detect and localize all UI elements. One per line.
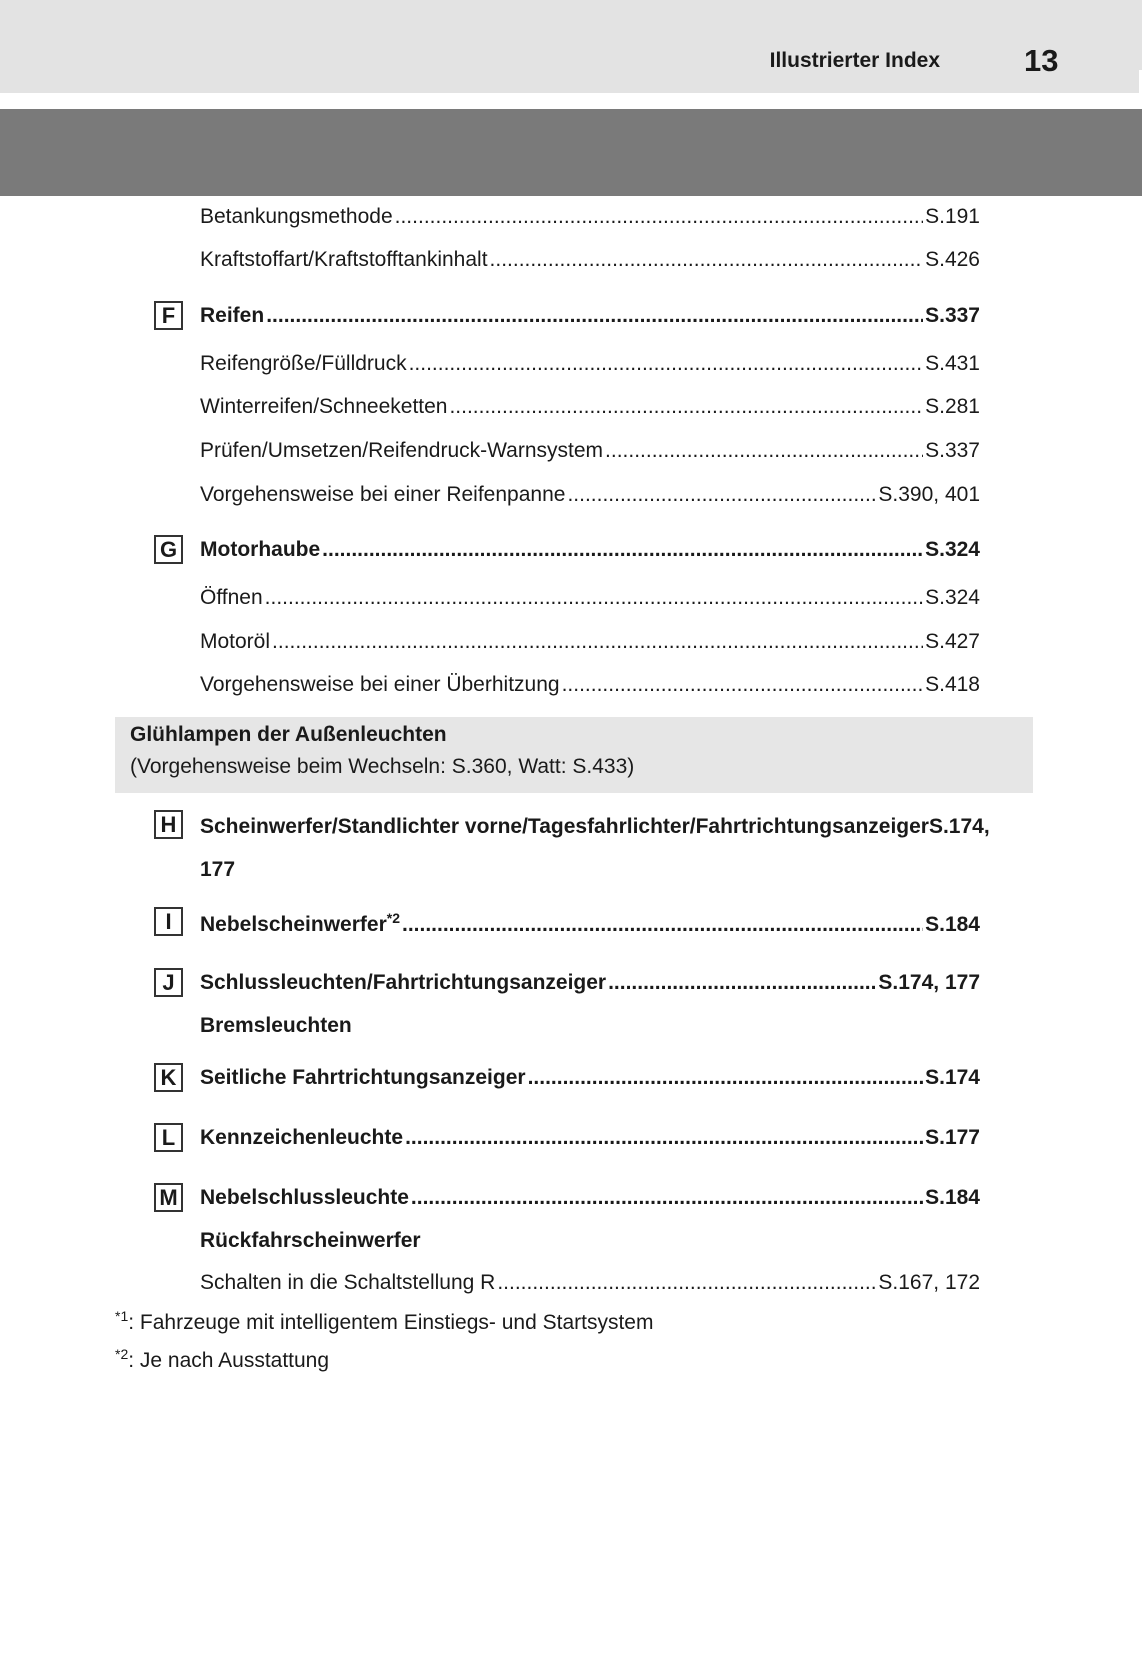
index-entry: Kraftstoffart/Kraftstofftankinhalt ..... S.426 (200, 248, 980, 272)
index-entry: Vorgehensweise bei einer Überhitzung ..... S.418 (200, 673, 980, 697)
index-entry: Betankungsmethode ..... S.191 (200, 205, 980, 229)
index-entry-sub: Bremsleuchten (200, 1014, 352, 1037)
footnote: $^{*2}$: Je nach Ausstattung (115, 1346, 330, 1372)
letter-tag-m: M (154, 1183, 183, 1212)
footnote-ref: *2 (386, 910, 400, 926)
bulb-box-title: Glühlampen der Außenleuchten (130, 723, 447, 746)
index-entry-heading: Reifen ..... S.337 (200, 304, 980, 328)
page-number: 13 (1024, 43, 1059, 78)
bulb-box-note: (Vorgehensweise beim Wechseln: S.360, Watt: S.433) (130, 755, 635, 778)
index-entry: Prüfen/Umsetzen/Reifendruck-Warnsystem ..... S.337 (200, 439, 980, 463)
index-entry-heading: Nebelschlussleuchte ..... S.184 (200, 1186, 980, 1210)
index-entry: Öffnen ..... S.324 (200, 586, 980, 610)
section-title: Illustrierter Index (769, 49, 940, 72)
index-entry: Schalten in die Schaltstellung R ..... S.167, 172 (200, 1271, 980, 1295)
index-entry-heading: Nebelscheinwerfer$^{*2}$ ..... S.184 (200, 910, 980, 937)
letter-tag-l: L (154, 1123, 183, 1152)
index-entry: Winterreifen/Schneeketten ..... S.281 (200, 395, 980, 419)
header-band (0, 0, 1142, 93)
index-entry: Reifengröße/Fülldruck ..... S.431 (200, 352, 980, 376)
index-entry-heading: Motorhaube ..... S.324 (200, 538, 980, 562)
index-entry-heading: Kennzeichenleuchte ..... S.177 (200, 1126, 980, 1150)
index-entry: Motoröl ..... S.427 (200, 630, 980, 654)
bulb-info-box (115, 717, 1033, 793)
letter-tag-f: F (154, 301, 183, 330)
index-entry-heading: Seitliche Fahrtrichtungsanzeiger ..... S.174 (200, 1066, 980, 1090)
illustration-banner (0, 109, 1142, 196)
letter-tag-h: H (154, 810, 183, 839)
letter-tag-i: I (154, 907, 183, 936)
index-entry-heading-continued: 177 (200, 858, 236, 881)
letter-tag-g: G (154, 535, 183, 564)
index-entry-sub: Rückfahrscheinwerfer (200, 1229, 421, 1252)
letter-tag-j: J (154, 968, 183, 997)
footnote: $^{*1}$: Fahrzeuge mit intelligentem Einstiegs- und Startsystem (115, 1308, 654, 1334)
letter-tag-k: K (154, 1063, 183, 1092)
index-entry: Vorgehensweise bei einer Reifenpanne ..... S.390, 401 (200, 483, 980, 507)
index-entry-heading: Schlussleuchten/Fahrtrichtungsanzeiger ..... S.174, 177 (200, 971, 980, 995)
index-entry-heading: Scheinwerfer/Standlichter vorne/Tagesfahrlichter/FahrtrichtungsanzeigerS.174, (200, 815, 990, 838)
